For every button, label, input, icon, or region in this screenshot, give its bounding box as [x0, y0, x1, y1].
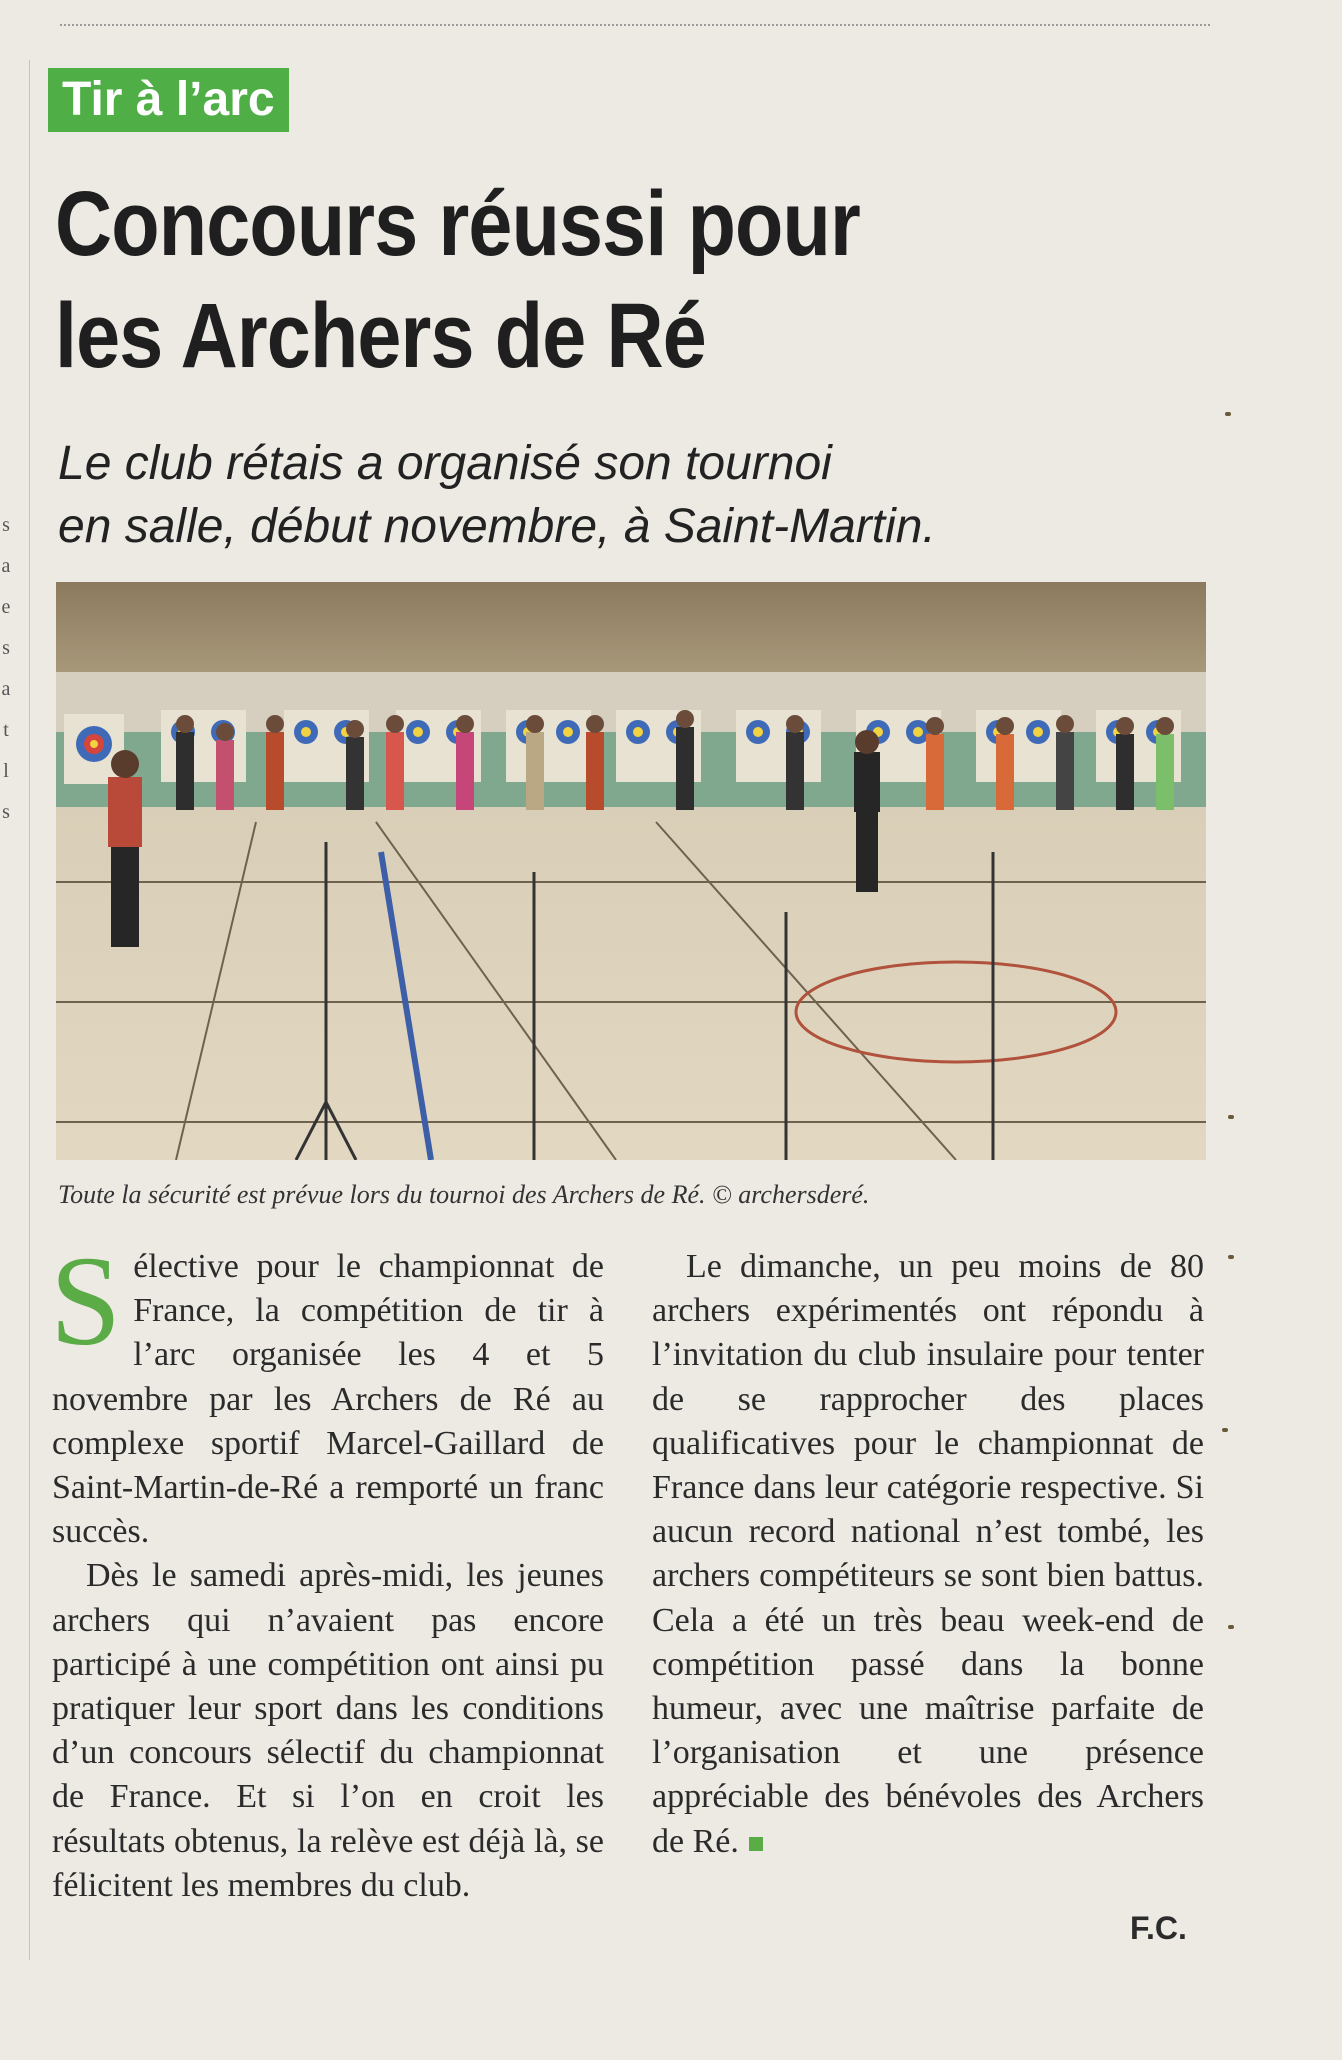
margin-letter: e	[1, 596, 11, 618]
gym-floor	[56, 807, 1206, 1160]
headline-line: les Archers de Ré	[55, 285, 706, 387]
section-rubric: Tir à l’arc	[48, 68, 289, 132]
margin-letter: a	[1, 678, 11, 700]
top-rule	[60, 24, 1210, 26]
margin-letter: t	[3, 719, 9, 741]
paragraph-text: élective pour le championnat de France, la compétition de tir à l’arc organisée les 4 et 5 novembre par les Archers de Ré au complexe sportif Marcel-Gaillard de Saint-Martin-de-Ré a remporté un franc succès.	[52, 1248, 604, 1551]
ceiling	[56, 582, 1206, 672]
paragraph-text: Le dimanche, un peu moins de 80 archers expérimentés ont répondu à l’invitation du club insulaire pour tenter de se rapprocher des places qualificatives pour le championnat de France dans leur catégorie respective. Si aucun record national n’est tombé, les archers compétiteurs se sont bien battus. Cela a été un très beau week-end de compétition passé dans la bonne humeur, avec une maîtrise parfaite de l’organisation et une présence appréciable des bénévoles des Archers de Ré.	[652, 1248, 1204, 1860]
end-of-article-mark	[749, 1837, 763, 1851]
paper-speck	[1228, 1625, 1234, 1629]
margin-letter: s	[2, 514, 10, 536]
column-rule	[29, 60, 30, 1960]
archery-hall-photo	[56, 582, 1206, 1160]
deck-line: en salle, début novembre, à Saint-Martin.	[58, 500, 936, 553]
paper-speck	[1222, 1428, 1228, 1432]
photo-illustration	[56, 582, 1206, 1160]
adjacent-column-fragment	[0, 505, 12, 833]
author-byline: F.C.	[1130, 1910, 1187, 1946]
paper-speck	[1228, 1115, 1234, 1119]
paragraph: Dès le samedi après-midi, les jeunes archers qui n’avaient pas encore participé à une compétition ont ainsi pu pratiquer leur sport dans les conditions d’un concours sélectif du championnat de France. Et si l’on en croit les résultats obtenus, la relève est déjà là, se félicitent les membres du club.	[52, 1557, 604, 1904]
article-deck	[58, 432, 1208, 558]
margin-letter: l	[3, 760, 9, 782]
margin-letter: s	[2, 801, 10, 823]
paper-speck	[1228, 1255, 1234, 1259]
deck-line: Le club rétais a organisé son tournoi	[58, 437, 832, 490]
photo-caption: Toute la sécurité est prévue lors du tournoi des Archers de Ré. © archersderé.	[58, 1180, 870, 1209]
headline-line: Concours réussi pour	[55, 173, 860, 275]
drop-cap: S	[50, 1230, 122, 1372]
article-headline	[55, 168, 1001, 392]
article-column-right	[652, 1245, 1204, 1864]
paragraph	[50, 1230, 604, 1554]
article-column-left	[50, 1230, 604, 1908]
margin-letter: s	[2, 637, 10, 659]
paper-speck	[1225, 412, 1231, 416]
margin-letter: a	[1, 555, 11, 577]
paragraph	[652, 1245, 1204, 1864]
